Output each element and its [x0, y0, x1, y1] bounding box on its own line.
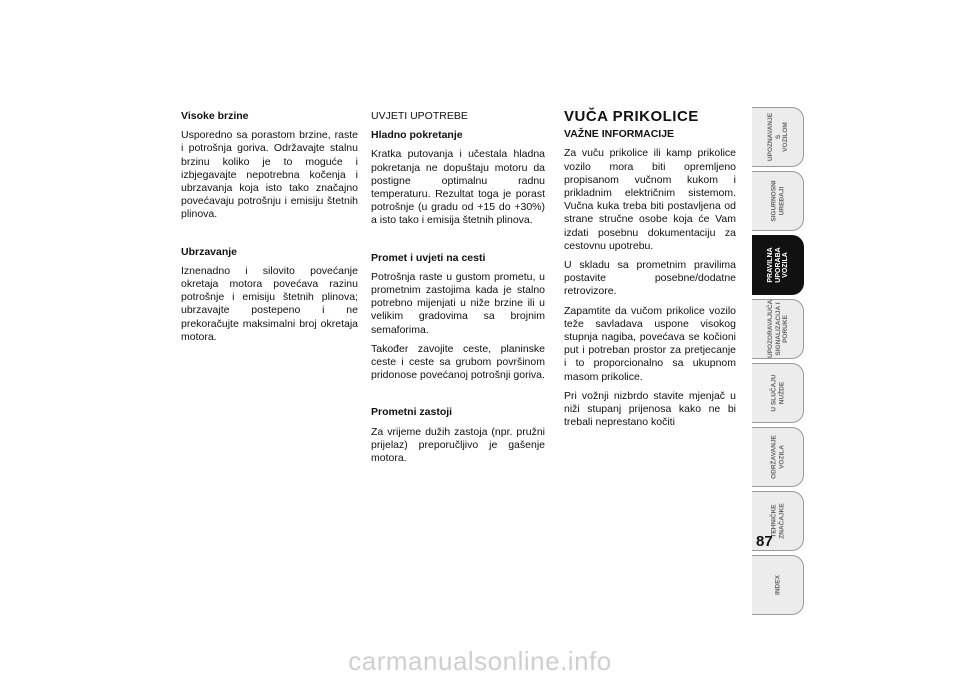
paragraph-visoke-brzine: Usporedno sa porastom brzine, raste i potrošnja goriva. Održavajte stalnu brzinu koliko je to moguće i izbjegavajte nepotrebna kočenja i ubrzavanja koja isto tako značajno povećavaju potrošnju i emisiju štetnih plinova. [181, 129, 358, 221]
tab-label: UPOZNAVANJE S VOZILOM [766, 112, 789, 162]
tab-label: TEHNIČKE ZNAČAJKE [770, 503, 785, 539]
tab-odrzavanje-vozila[interactable] [752, 427, 804, 487]
section-title-vuca-prikolice: VUČA PRIKOLICE [564, 108, 699, 125]
heading-hladno-pokretanje: Hladno pokretanje [371, 129, 463, 142]
paragraph-promet: Potrošnja raste u gustom prometu, u prometnim zastojima kada je stalno potrebno mijenjati u niže brzine ili u velikim gradovima sa brojnim semaforima. [371, 270, 545, 336]
subheading-vazne-informacije: VAŽNE INFORMACIJE [564, 128, 675, 141]
heading-prometni-zastoji: Prometni zastoji [371, 406, 453, 419]
paragraph-prometni-zastoji: Za vrijeme dužih zastoja (npr. pružni prijelaz) preporučljivo je gašenje motora. [371, 425, 545, 465]
paragraph-hladno-pokretanje: Kratka putovanja i učestala hladna pokretanja ne dopuštaju motoru da postigne optimalnu radnu temperaturu. Rezultat toga je porast potrošnje (u gradu od +15 do +30%) a isto tako i emisija štetnih plinova. [371, 148, 545, 227]
middle-column [371, 110, 545, 471]
right-column [564, 110, 736, 435]
paragraph-zavojite-ceste: Također zavojite ceste, planinske ceste i ceste sa grubom površinom pridonose povećanoj potrošnji goriva. [371, 342, 545, 382]
watermark: carmanualsonline.info [348, 646, 612, 676]
tab-label: UPOZORAVAJUĆA SIGNALIZACIJA I PORUKE [766, 299, 789, 358]
paragraph-nizbrdo: Pri vožnji nizbrdo stavite mjenjač u niži stupanj prijenosa kako ne bi trebali neprestano kočiti [564, 389, 736, 429]
tab-label: INDEX [773, 575, 781, 595]
paragraph-retrovizori: U skladu sa prometnim pravilima postavite posebne/dodatne retrovizore. [564, 259, 736, 298]
paragraph-uspon: Zapamtite da vučom prikolice vozilo teže savladava uspone visokog stupnja nagiba, povećava se kočioni put i potreban prostor za pretjecanje i to proporcionalno sa ukupnom masom prikolice. [564, 304, 736, 383]
heading-visoke-brzine: Visoke brzine [181, 110, 249, 122]
heading-promet: Promet i uvjeti na cesti [371, 251, 486, 264]
section-title-uvjeti: UVJETI UPOTREBE [371, 110, 468, 122]
tab-u-slucaju-nuzde[interactable] [752, 363, 804, 423]
tab-label: PRAVILNA UPORABA VOZILA [766, 247, 789, 283]
paragraph-oprema: Za vuču prikolice ili kamp prikolice vozilo mora biti opremljeno propisanom vučnom kukom i prikladnim električnim sistemom. Vučna kuka treba biti postavljena od strane stručne osobe koja će Vam izdati posebnu dokumentaciju za cestovnu upotrebu. [564, 147, 736, 252]
tab-label: ODRŽAVANJE VOZILA [770, 435, 785, 479]
page-number: 87 [756, 533, 773, 550]
tab-upoznavanje-s-vozilom[interactable] [752, 107, 804, 167]
left-column [181, 110, 358, 350]
tab-label: SIGURNOSNI UREĐAJI [770, 180, 785, 222]
tab-index[interactable] [752, 555, 804, 615]
paragraph-ubrzavanje: Iznenadno i silovito povećanje okretaja motora povećava razinu potrošnje i emisiju štetnih plinova; ubrzavajte postepeno i ne prekoračujte maksimalni broj okretaja motora. [181, 264, 358, 343]
tab-sigurnosni-uredaji[interactable] [752, 171, 804, 231]
tab-pravilna-uporaba-vozila[interactable] [752, 235, 804, 295]
tab-label: U SLUČAJU NUŽDE [770, 374, 785, 412]
heading-ubrzavanje: Ubrzavanje [181, 245, 238, 258]
tab-upozoravajuca-signalizacija[interactable] [752, 299, 804, 359]
